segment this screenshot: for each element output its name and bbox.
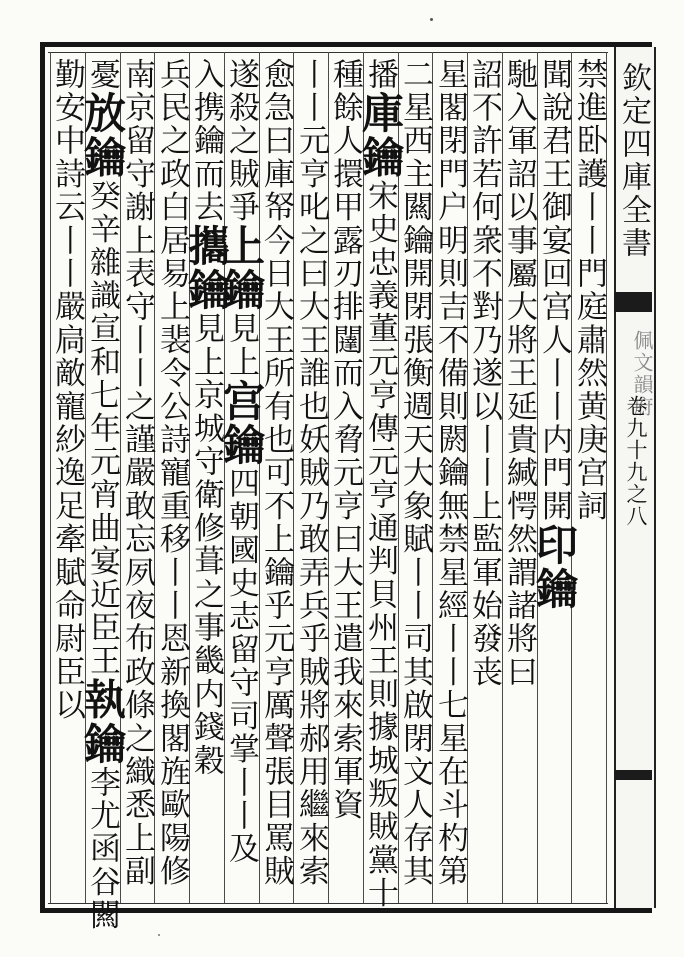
text-segment: 丨丨元亨叱之曰大王誰也妖賊乃敢弄兵乎賊將郝用繼來索 <box>293 58 329 888</box>
headword: 庫鑰 <box>356 91 405 180</box>
text-segment: 聞說君王御宴回宫人丨丨内門開 <box>536 58 572 523</box>
text-segment: 種餘人擐甲露刃排闥而入脅元亨曰大王遣我來索軍資 <box>327 58 363 822</box>
text-segment: 愈急曰庫帑今日大王所有也可不上鑰乎元亨厲聲張目罵賊 <box>258 58 294 888</box>
text-segment: 憂 <box>84 58 120 92</box>
text-segment: 李尤函谷闗 <box>84 766 120 933</box>
library-title: 欽定四庫全書 <box>616 62 651 260</box>
text-segment: 禁進卧護丨丨門庭肅然黄庚宫詞 <box>571 58 607 523</box>
faint-title-mark: 佩文韻府 <box>630 330 654 418</box>
inner-frame-bottom <box>48 903 608 904</box>
text-segment: 二星西主闗鑰開閉張衡週天大象賦丨丨司其啟閉文人存其 <box>397 58 433 888</box>
headword: 放鑰 <box>78 91 127 180</box>
text-segment: 癸辛雜識宣和七年元宵曲宴近臣王 <box>84 179 120 678</box>
volume-label: 卷九十九之八 <box>624 395 648 527</box>
text-segment: 見上 <box>188 312 224 379</box>
fishtail-mark <box>614 292 652 312</box>
text-segment: 兵民之政白居易上裴令公詩寵重移丨丨恩新換閣旌歐陽修 <box>154 58 190 888</box>
headword: 執鑰 <box>78 677 127 767</box>
text-column <box>45 58 89 898</box>
headword: 攜鑰 <box>182 224 231 313</box>
text-segment: 星閣閉門户明則吉不備則閼鑰無禁星經丨丨七星在斗杓第 <box>432 58 468 888</box>
page-border-top <box>40 42 652 47</box>
text-segment: 京城守衛修葺之事畿内錢穀 <box>188 378 224 778</box>
headword: 上鑰 <box>217 224 266 313</box>
text-segment: 遂殺之賊爭 <box>223 58 259 224</box>
text-segment: 見上 <box>223 312 259 379</box>
text-segment: 播 <box>362 58 398 92</box>
headword: 宫鑰 <box>217 378 266 468</box>
text-segment: 賦命尉臣以 <box>49 556 85 722</box>
text-segment: 勤安中詩云丨丨嚴扃敵寵紗逸足牽 <box>49 58 85 556</box>
ink-speck <box>158 934 160 936</box>
text-segment: 入携鑰而去 <box>188 58 224 224</box>
ink-speck <box>430 18 433 21</box>
headword: 印鑰 <box>530 522 579 612</box>
fishtail-mark-lower <box>614 770 652 780</box>
text-segment: 宋史忠義董元亨傳元亨通判貝州王則據城叛賊黨十 <box>362 179 398 911</box>
text-segment: 南京留守謝上表守丨丨之謹嚴敢忘夙夜布政條之織悉上副 <box>119 58 155 888</box>
text-segment: 馳入軍詔以事屬大將王延貴緘愕然謂諸將曰 <box>501 58 537 689</box>
text-segment: 四朝國史志留守司掌丨丨及 <box>223 467 259 866</box>
text-segment: 詔不許若何衆不對乃遂以丨丨上監軍始發丧 <box>466 58 502 689</box>
page-border-bottom <box>40 908 652 913</box>
